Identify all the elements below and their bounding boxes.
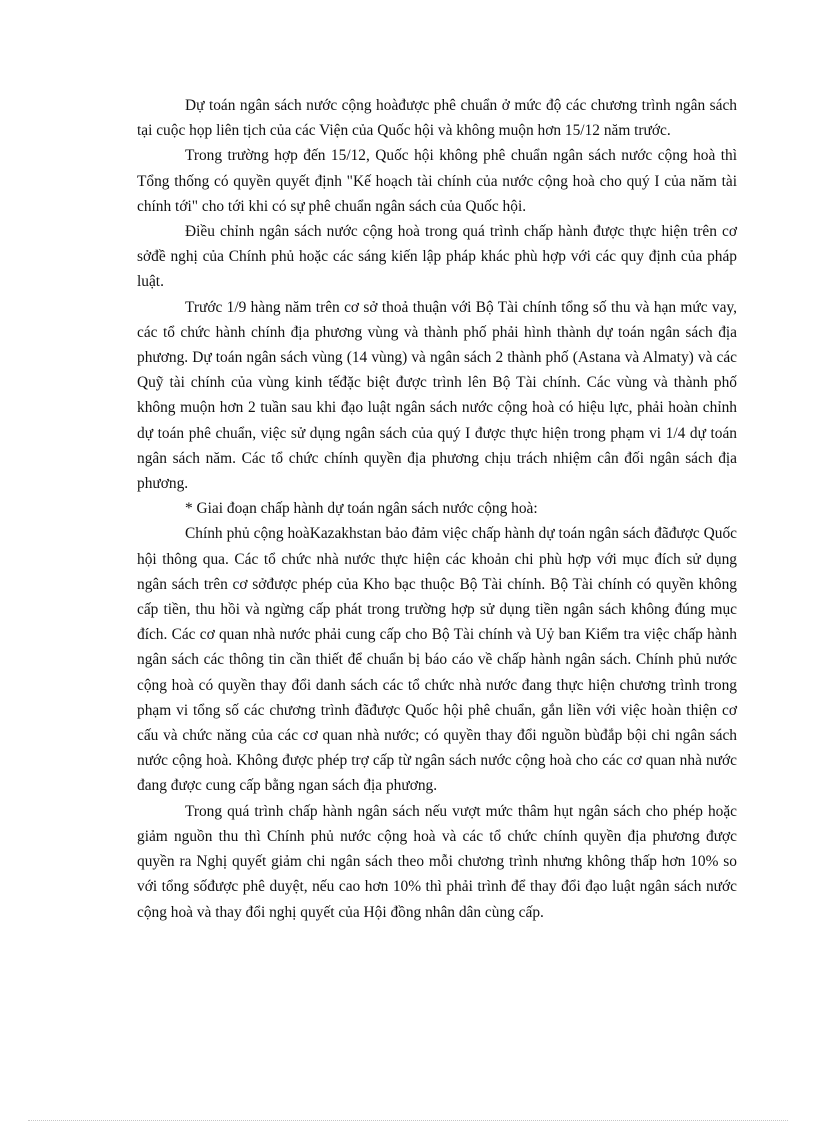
paragraph-local-budget-estimates: Trước 1/9 hàng năm trên cơ sở thoả thuận với Bộ Tài chính tổng số thu và hạn mức vay, các tổ chức hành chính địa phương vùng và thành phố phải hình thành dự toán ngân sách địa phương. Dự toán ngân sách vùng (14 vùng) và ngân sách 2 thành phố (Astana và Almaty) và các Quỹ tài chính của vùng kinh tếđặc biệt được trình lên Bộ Tài chính. Các vùng và thành phố không muộn hơn 2 tuần sau khi đạo luật ngân sách nước cộng hoà có hiệu lực, phải hoàn chỉnh dự toán phê chuẩn, việc sử dụng ngân sách của quý I được thực hiện trong phạm vi 1/4 dự toán ngân sách năm. Các tổ chức chính quyền địa phương chịu trách nhiệm cân đối ngân sách địa phương. [137,298,737,493]
paragraph-presidential-decision: Trong trường hợp đến 15/12, Quốc hội không phê chuẩn ngân sách nước cộng hoà thì Tổng thống có quyền quyết định "Kế hoạch tài chính của nước cộng hoà cho quý I của năm tài chính tới" cho tới khi có sự phê chuẩn ngân sách của Quốc hội. [137,147,737,215]
paragraph-deficit-handling: Trong quá trình chấp hành ngân sách nếu vượt mức thâm hụt ngân sách cho phép hoặc giảm nguồn thu thì Chính phủ nước cộng hoà và các tổ chức chính quyền địa phương được quyền ra Nghị quyết giảm chi ngân sách theo mỗi chương trình nhưng không thấp hơn 10% so với tổng sốđược phê duyệt, nếu cao hơn 10% thì phải trình để thay đổi đạo luật ngân sách nước cộng hoà và thay đổi nghị quyết của Hội đồng nhân dân cùng cấp. [137,802,737,921]
paragraph-budget-adjustment: Điều chỉnh ngân sách nước cộng hoà trong quá trình chấp hành được thực hiện trên cơ sởđề nghị của Chính phủ hoặc các sáng kiến lập pháp khác phù hợp với các quy định của pháp luật. [137,223,737,291]
section-heading-execution-stage: * Giai đoạn chấp hành dự toán ngân sách nước cộng hoà: [185,500,538,518]
document-body [137,93,737,925]
paragraph-government-execution: Chính phủ cộng hoàKazakhstan bảo đảm việc chấp hành dự toán ngân sách đãđược Quốc hội thông qua. Các tổ chức nhà nước thực hiện các khoản chi phù hợp với mục đích sử dụng ngân sách trên cơ sởđược phép của Kho bạc thuộc Bộ Tài chính. Bộ Tài chính có quyền không cấp tiền, thu hồi và ngừng cấp phát trong trường hợp sử dụng tiền ngân sách không đúng mục đích. Các cơ quan nhà nước phải cung cấp cho Bộ Tài chính và Uỷ ban Kiểm tra việc chấp hành ngân sách các thông tin cần thiết để chuẩn bị báo cáo về chấp hành ngân sách. Chính phủ nước cộng hoà có quyền thay đổi danh sách các tổ chức nhà nước đang thực hiện chương trình trong phạm vi tổng số các chương trình đãđược Quốc hội phê chuẩn, gắn liền với việc hoàn thiện cơ cấu và chức năng của các cơ quan nhà nước; có quyền thay đổi nguồn bùđắp bội chi ngân sách nước cộng hoà. Không được phép trợ cấp từ ngân sách nước cộng hoà cho các cơ quan nhà nước đang được cung cấp bằng ngan sách địa phương. [137,525,737,795]
page-bottom-divider [28,1120,788,1121]
paragraph-budget-approval: Dự toán ngân sách nước cộng hoàđược phê chuẩn ở mức độ các chương trình ngân sách tại cuộc họp liên tịch của các Viện của Quốc hội và không muộn hơn 15/12 năm trước. [137,97,737,140]
